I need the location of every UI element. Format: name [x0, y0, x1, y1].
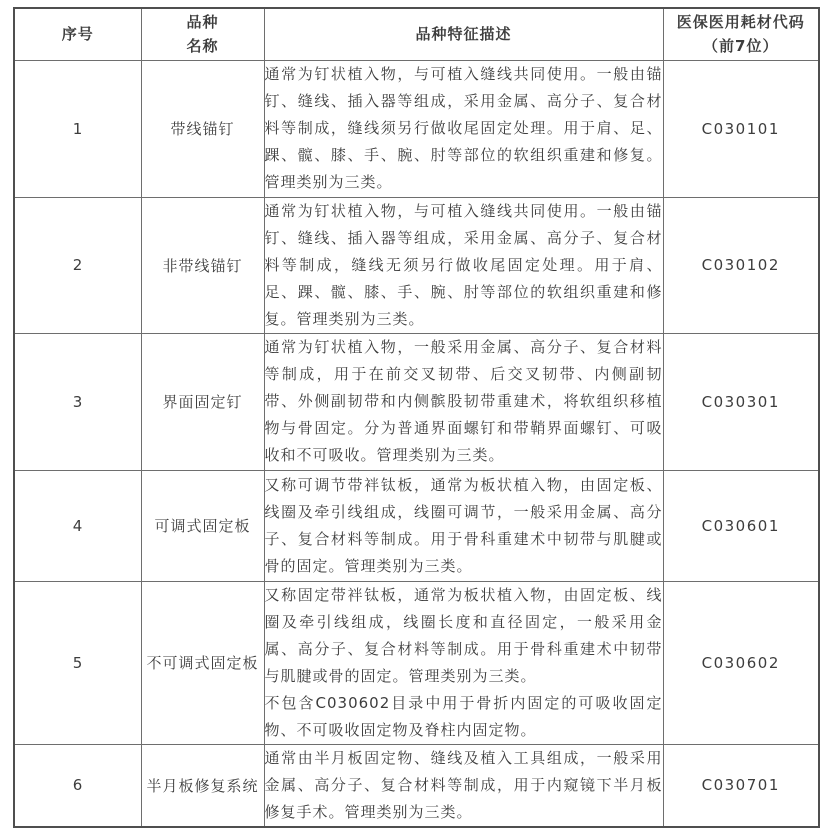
header-product-name-line1: 品种: [186, 13, 219, 32]
feature-description-cell: 又称固定带袢钛板，通常为板状植入物，由固定板、线圈及牵引线组成，线圈长度和直径固定，一般采用金属、高分子、复合材料等制成。用于骨科重建术中韧带与肌腱或骨的固定。管理类别为三类。 不包含C030602目录中用于骨折内固定的可吸收固定物、不可吸收固定物及脊柱内固定物。: [264, 581, 663, 744]
insurance-code-cell: C030602: [663, 581, 819, 744]
header-insurance-code-line2: （前7位）: [703, 37, 779, 56]
consumables-code-table: [13, 7, 820, 828]
table-row: [14, 581, 819, 744]
insurance-code-cell: C030301: [663, 333, 819, 470]
header-feature-description: 品种特征描述: [264, 8, 663, 60]
serial-number-cell: 3: [14, 333, 141, 470]
serial-number-cell: 1: [14, 60, 141, 197]
product-name-cell: 不可调式固定板: [141, 581, 264, 744]
table-row: [14, 333, 819, 470]
serial-number-cell: 4: [14, 470, 141, 581]
serial-number-cell: 5: [14, 581, 141, 744]
table-row: [14, 470, 819, 581]
product-name-cell: 带线锚钉: [141, 60, 264, 197]
feature-description-cell: 通常为钉状植入物，与可植入缝线共同使用。一般由锚钉、缝线、插入器等组成，采用金属、高分子、复合材料等制成，缝线无须另行做收尾固定处理。用于肩、足、踝、髋、膝、手、腕、肘等部位的软组织重建和修复。管理类别为三类。: [264, 197, 663, 333]
product-name-cell: 可调式固定板: [141, 470, 264, 581]
header-row: [14, 8, 819, 60]
insurance-code-cell: C030701: [663, 744, 819, 827]
header-product-name-line2: 名称: [186, 37, 219, 56]
insurance-code-cell: C030101: [663, 60, 819, 197]
header-product-name: [141, 8, 264, 60]
header-insurance-code-line1: 医保医用耗材代码: [676, 13, 805, 32]
table-row: [14, 744, 819, 827]
table-row: [14, 60, 819, 197]
insurance-code-cell: C030601: [663, 470, 819, 581]
product-name-cell: 非带线锚钉: [141, 197, 264, 333]
header-serial-number: 序号: [14, 8, 141, 60]
table-row: [14, 197, 819, 333]
header-insurance-code: [663, 8, 819, 60]
feature-description-cell: 通常为钉状植入物，与可植入缝线共同使用。一般由锚钉、缝线、插入器等组成，采用金属、高分子、复合材料等制成，缝线须另行做收尾固定处理。用于肩、足、踝、髋、膝、手、腕、肘等部位的软组织重建和修复。管理类别为三类。: [264, 60, 663, 197]
medical-consumables-document: [13, 7, 820, 828]
serial-number-cell: 6: [14, 744, 141, 827]
feature-description-cell: 又称可调节带袢钛板，通常为板状植入物，由固定板、线圈及牵引线组成，线圈可调节，一般采用金属、高分子、复合材料等制成。用于骨科重建术中韧带与肌腱或骨的固定。管理类别为三类。: [264, 470, 663, 581]
insurance-code-cell: C030102: [663, 197, 819, 333]
product-name-cell: 半月板修复系统: [141, 744, 264, 827]
serial-number-cell: 2: [14, 197, 141, 333]
feature-description-cell: 通常为钉状植入物，一般采用金属、高分子、复合材料等制成，用于在前交叉韧带、后交叉韧带、内侧副韧带、外侧副韧带和内侧髌股韧带重建术，将软组织移植物与骨固定。分为普通界面螺钉和带鞘界面螺钉、可吸收和不可吸收。管理类别为三类。: [264, 333, 663, 470]
product-name-cell: 界面固定钉: [141, 333, 264, 470]
feature-description-cell: 通常由半月板固定物、缝线及植入工具组成，一般采用金属、高分子、复合材料等制成，用于内窥镜下半月板修复手术。管理类别为三类。: [264, 744, 663, 827]
